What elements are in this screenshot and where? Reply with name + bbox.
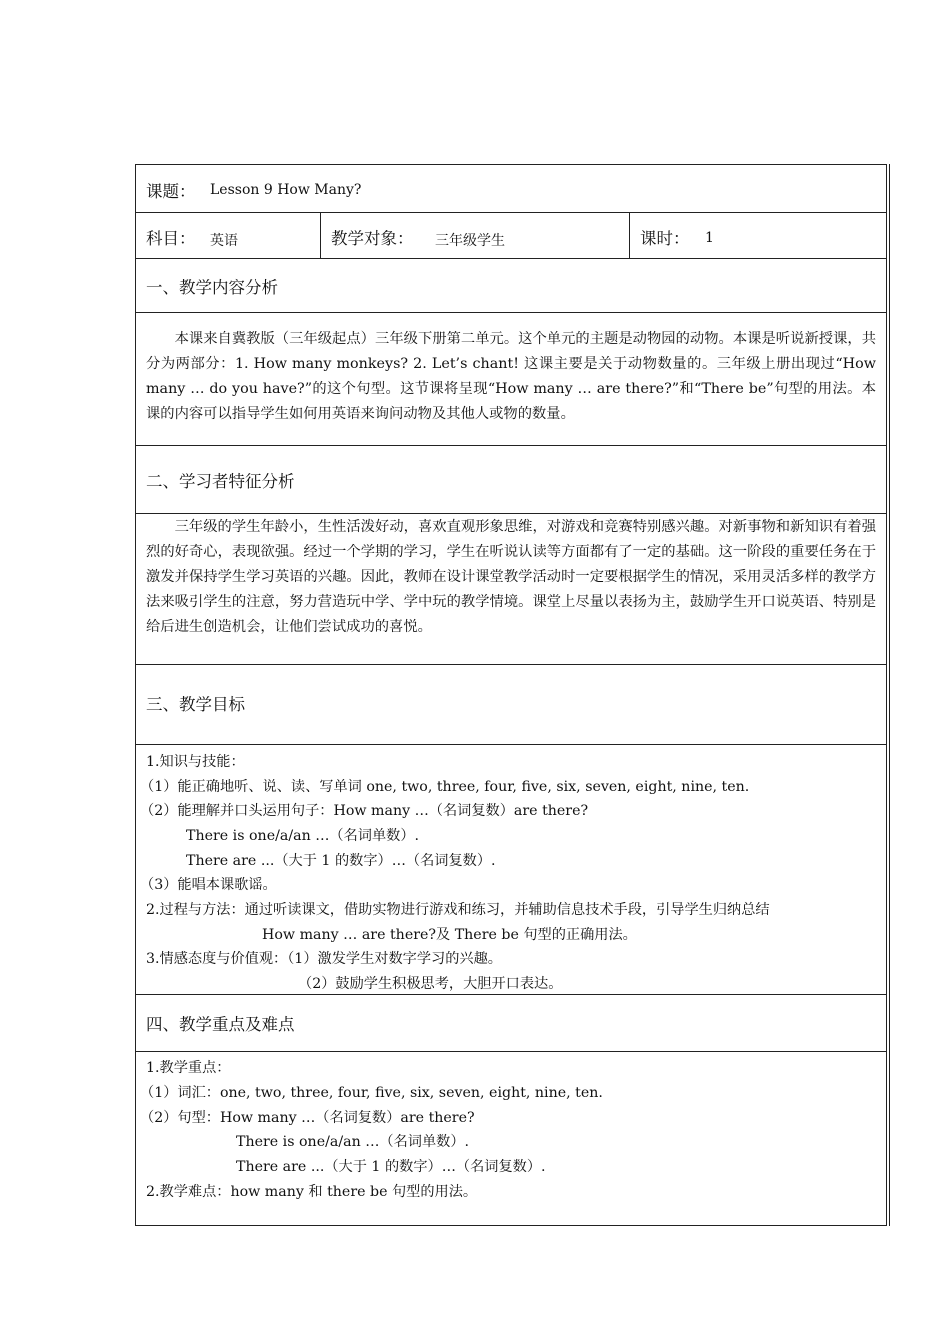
- section3-title: 三、教学目标: [146, 695, 245, 714]
- subject-label: 科目：: [146, 229, 196, 248]
- lesson-plan-table: [135, 164, 887, 1226]
- objective-line: 2.过程与方法：通过听读课文，借助实物进行游戏和练习，并辅助信息技术手段，引导学生归纳总结: [146, 902, 770, 918]
- topic-label: 课题：: [146, 182, 196, 201]
- keypoint-line: 2.教学难点：how many 和 there be 句型的用法。: [146, 1184, 478, 1200]
- objective-line: （2）能理解并口头运用句子：How many …（名词复数）are there?: [140, 803, 589, 819]
- subject-cell: [136, 213, 321, 258]
- objective-line: 3.情感态度与价值观：（1）激发学生对数字学习的兴趣。: [146, 951, 502, 967]
- section4-body-row: [136, 1052, 886, 1225]
- keypoint-line: （1）词汇：one, two, three, four, five, six, seven, eight, nine, ten.: [140, 1085, 603, 1101]
- hours-label: 课时：: [640, 229, 690, 248]
- keypoint-line: （2）句型：How many …（名词复数）are there?: [140, 1110, 475, 1126]
- objective-line: （2）鼓励学生积极思考，大胆开口表达。: [298, 976, 563, 992]
- objective-line: （3）能唱本课歌谣。: [140, 877, 277, 893]
- objective-line: （1）能正确地听、说、读、写单词 one, two, three, four, five, six, seven, eight, nine, ten.: [140, 779, 750, 795]
- objective-line: How many … are there?及 There be 句型的正确用法。: [262, 927, 637, 943]
- section2-body-row: [136, 514, 886, 665]
- section1-header-row: [136, 259, 886, 313]
- section2-title: 二、学习者特征分析: [146, 472, 295, 491]
- hours-cell: [630, 213, 886, 258]
- objective-line: There is one/a/an …（名词单数）.: [186, 828, 420, 844]
- audience-cell: [321, 213, 630, 258]
- section4-title: 四、教学重点及难点: [146, 1015, 295, 1034]
- audience-label: 教学对象：: [331, 229, 414, 248]
- subject-value: 英语: [210, 233, 238, 249]
- section3-header-row: [136, 665, 886, 745]
- section2-header-row: [136, 446, 886, 514]
- keypoint-line: 1.教学重点：: [146, 1060, 231, 1076]
- topic-value: Lesson 9 How Many?: [210, 182, 362, 198]
- section3-body-row: [136, 745, 886, 995]
- keypoint-line: There are ...（大于 1 的数字）…（名词复数）.: [236, 1159, 546, 1175]
- objective-line: There are ...（大于 1 的数字）…（名词复数）.: [186, 853, 496, 869]
- section4-header-row: [136, 995, 886, 1052]
- section1-title: 一、教学内容分析: [146, 278, 278, 297]
- info-row: [136, 213, 886, 259]
- topic-row: [136, 165, 886, 213]
- section1-body-row: [136, 313, 886, 446]
- audience-value: 三年级学生: [435, 233, 505, 249]
- section2-text: 三年级的学生年龄小，生性活泼好动，喜欢直观形象思维，对游戏和竞赛特别感兴趣。对新事物和新知识有着强烈的好奇心，表现欲强。经过一个学期的学习，学生在听说认读等方面都有了一定的基础。这一阶段的重要任务在于激发并保持学生学习英语的兴趣。因此，教师在设计课堂教学活动时一定要根据学生的情况，采用灵活多样的教学方法来吸引学生的注意，努力营造玩中学、学中玩的教学情境。课堂上尽量以表扬为主，鼓励学生开口说英语、特别是给后进生创造机会，让他们尝试成功的喜悦。: [146, 519, 876, 635]
- hours-value: 1: [705, 230, 714, 246]
- objective-line: 1.知识与技能：: [146, 754, 245, 770]
- section1-text: 本课来自冀教版（三年级起点）三年级下册第二单元。这个单元的主题是动物园的动物。本课是听说新授课，共分为两部分：1. How many monkeys? 2. Let’s chant! 这课主要是关于动物数量的。三年级上册出现过“How many … do you have?”的这个句型。这节课将呈现“How many … are there?”和“There be”句型的用法。本课的内容可以指导学生如何用英语来询问动物及其他人或物的数量。: [146, 331, 876, 422]
- keypoint-line: There is one/a/an …（名词单数）.: [236, 1134, 470, 1150]
